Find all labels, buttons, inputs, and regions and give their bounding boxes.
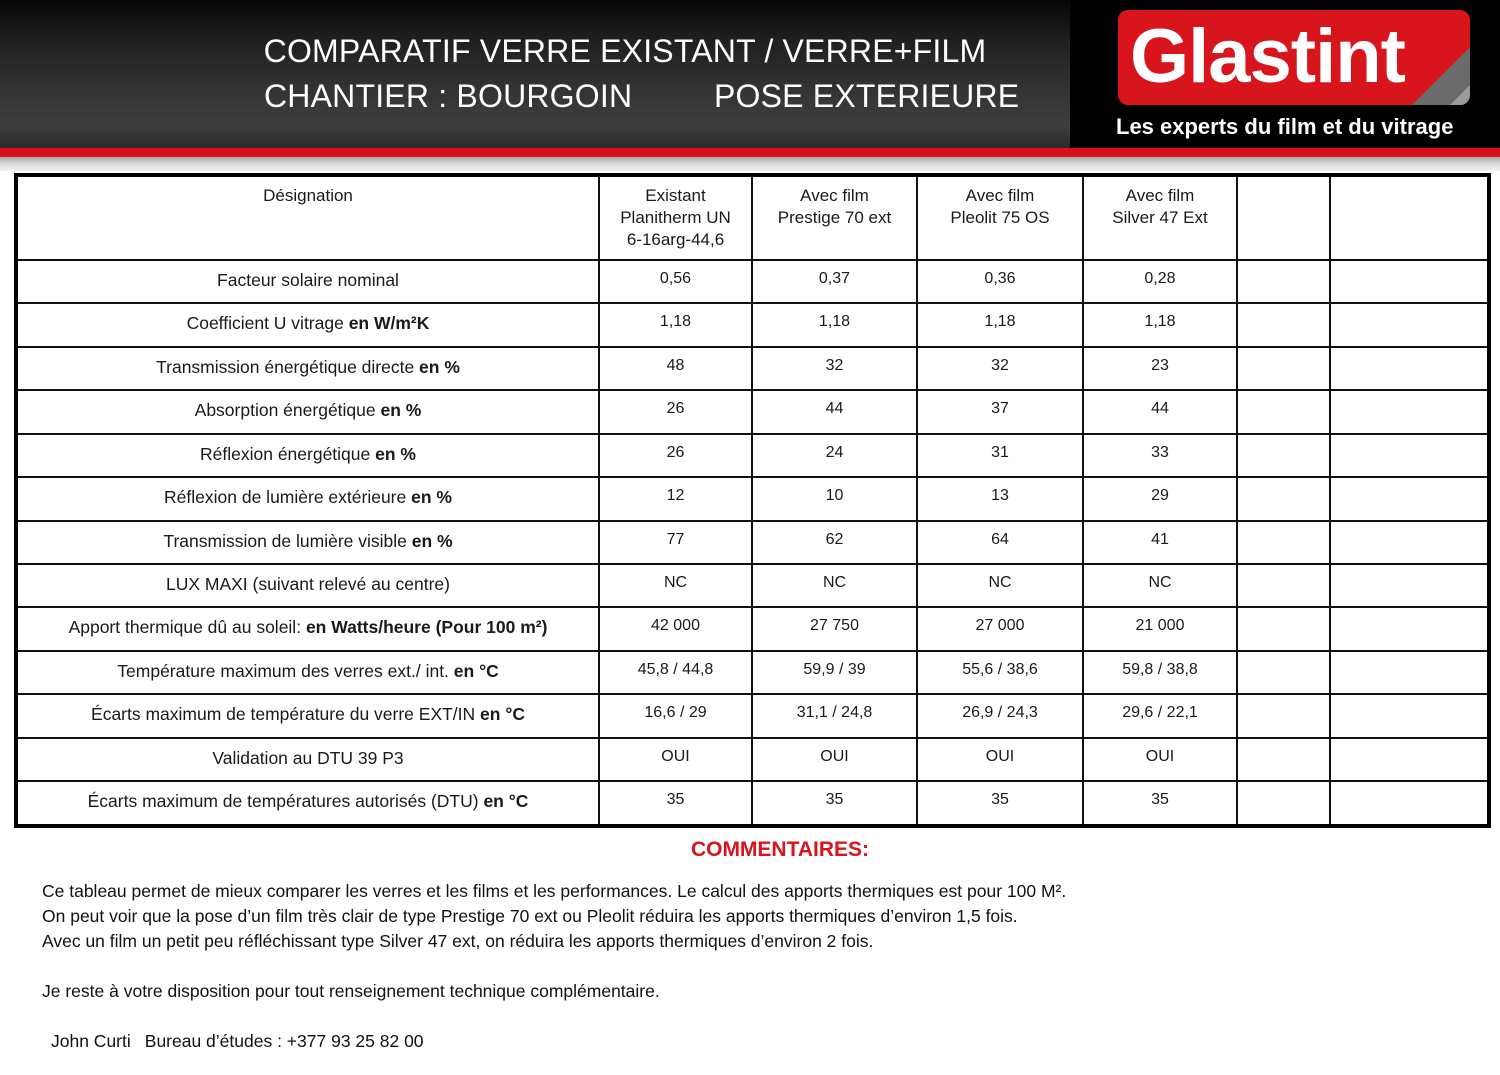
cell-value — [1330, 390, 1489, 433]
row-label-text: Réflexion de lumière extérieure — [164, 487, 412, 508]
cell-value: 59,8 / 38,8 — [1083, 651, 1237, 694]
table-row — [16, 607, 1489, 650]
cell-value: 12 — [599, 477, 752, 520]
logo-tagline: Les experts du film et du vitrage — [1116, 114, 1454, 139]
cell-value: 24 — [752, 434, 917, 477]
cell-value — [1237, 607, 1330, 650]
cell-value — [1237, 521, 1330, 564]
closing-line: Je reste à votre disposition pour tout renseignement technique complémentaire. — [42, 981, 660, 1001]
row-label — [16, 390, 599, 433]
signature-contact: Bureau d’études : +377 93 25 82 00 — [144, 1031, 424, 1051]
cell-value: 64 — [917, 521, 1083, 564]
cell-value: 31,1 / 24,8 — [752, 694, 917, 737]
cell-value — [1330, 521, 1489, 564]
row-label — [16, 521, 599, 564]
row-label — [16, 260, 599, 303]
cell-value — [1237, 781, 1330, 826]
cell-value: 21 000 — [1083, 607, 1237, 650]
table-row — [16, 738, 1489, 781]
cell-value: 13 — [917, 477, 1083, 520]
cell-value: 35 — [917, 781, 1083, 826]
cell-value — [1237, 738, 1330, 781]
column-header — [1330, 175, 1489, 260]
row-unit: en Watts/heure (Pour 100 m²) — [305, 617, 548, 638]
table-row — [16, 564, 1489, 607]
page-title: COMPARATIF VERRE EXISTANT / VERRE+FILM — [263, 33, 987, 69]
cell-value: 31 — [917, 434, 1083, 477]
row-label — [16, 738, 599, 781]
cell-value — [1330, 303, 1489, 346]
cell-value — [1237, 434, 1330, 477]
row-unit: en % — [419, 356, 460, 377]
table-row — [16, 521, 1489, 564]
row-label-text: Facteur solaire nominal — [217, 270, 399, 290]
logo-badge — [1118, 10, 1470, 105]
row-label — [16, 694, 599, 737]
signature — [51, 1031, 424, 1052]
cell-value: OUI — [1083, 738, 1237, 781]
cell-value: 32 — [917, 347, 1083, 390]
cell-value: 48 — [599, 347, 752, 390]
comment-line: Ce tableau permet de mieux comparer les verres et les films et les performances. Le calcul des apports thermiques est pour 100 M². — [42, 881, 1067, 901]
cell-value: 0,36 — [917, 260, 1083, 303]
row-unit: en °C — [480, 704, 525, 725]
cell-value — [1237, 390, 1330, 433]
cell-value: 1,18 — [917, 303, 1083, 346]
table-row — [16, 303, 1489, 346]
cell-value: 0,56 — [599, 260, 752, 303]
row-label-text: Écarts maximum de températures autorisés (DTU) — [87, 791, 484, 812]
column-header: Avec film Prestige 70 ext — [752, 175, 917, 260]
table-header-row — [16, 175, 1489, 260]
cell-value — [1330, 694, 1489, 737]
logo-brand: Glastint — [1130, 14, 1405, 99]
cell-value: OUI — [752, 738, 917, 781]
cell-value: 1,18 — [1083, 303, 1237, 346]
row-label-text: Absorption énergétique — [194, 400, 381, 421]
table-row — [16, 347, 1489, 390]
cell-value: 45,8 / 44,8 — [599, 651, 752, 694]
cell-value — [1237, 564, 1330, 607]
table-row — [16, 651, 1489, 694]
table-row — [16, 477, 1489, 520]
cell-value — [1330, 347, 1489, 390]
cell-value: 0,28 — [1083, 260, 1237, 303]
row-label — [16, 564, 599, 607]
row-unit: en % — [375, 443, 416, 464]
cell-value — [1237, 651, 1330, 694]
row-label-text: LUX MAXI (suivant relevé au centre) — [165, 573, 450, 594]
cell-value: 23 — [1083, 347, 1237, 390]
row-unit: en °C — [453, 660, 499, 681]
column-header: Existant Planitherm UN 6-16arg-44,6 — [599, 175, 752, 260]
cell-value — [1237, 303, 1330, 346]
row-unit: en % — [411, 530, 453, 551]
cell-value: 10 — [752, 477, 917, 520]
row-label-text: Écarts maximum de température du verre EXT/IN — [91, 704, 481, 725]
cell-value — [1330, 651, 1489, 694]
cell-value: 33 — [1083, 434, 1237, 477]
cell-value — [1237, 477, 1330, 520]
row-label — [16, 303, 599, 346]
column-header: Avec film Pleolit 75 OS — [917, 175, 1083, 260]
cell-value: 41 — [1083, 521, 1237, 564]
comments-title: COMMENTAIRES: — [690, 838, 870, 861]
cell-value: 37 — [917, 390, 1083, 433]
cell-value: 77 — [599, 521, 752, 564]
cell-value — [1330, 477, 1489, 520]
row-label-text: Validation au DTU 39 P3 — [212, 747, 404, 768]
cell-value: OUI — [599, 738, 752, 781]
comment-line: On peut voir que la pose d’un film très clair de type Prestige 70 ext ou Pleolit réduira les apports thermiques d’environ 1,5 fois. — [42, 906, 1018, 926]
row-unit: en % — [411, 487, 452, 508]
cell-value — [1330, 260, 1489, 303]
grey-divider — [0, 157, 1500, 171]
red-divider — [0, 148, 1500, 157]
cell-value — [1330, 781, 1489, 826]
cell-value: 55,6 / 38,6 — [917, 651, 1083, 694]
row-label-text: Température maximum des verres ext./ int. — [117, 660, 454, 681]
cell-value: 27 000 — [917, 607, 1083, 650]
row-label — [16, 651, 599, 694]
cell-value: 32 — [752, 347, 917, 390]
row-label — [16, 347, 599, 390]
row-label — [16, 434, 599, 477]
row-label-text: Apport thermique dû au soleil: — [68, 617, 306, 638]
comparison-table — [14, 173, 1491, 828]
row-label-text: Réflexion énergétique — [200, 443, 376, 464]
table-row — [16, 390, 1489, 433]
cell-value: 29,6 / 22,1 — [1083, 694, 1237, 737]
cell-value: NC — [752, 564, 917, 607]
cell-value — [1237, 260, 1330, 303]
cell-value: 44 — [752, 390, 917, 433]
cell-value: 1,18 — [599, 303, 752, 346]
cell-value: 44 — [1083, 390, 1237, 433]
cell-value: NC — [917, 564, 1083, 607]
cell-value: 35 — [1083, 781, 1237, 826]
logo — [1070, 0, 1500, 148]
row-unit: en W/m²K — [348, 313, 430, 334]
row-unit: en % — [380, 400, 422, 421]
cell-value: 59,9 / 39 — [752, 651, 917, 694]
table-row — [16, 260, 1489, 303]
row-label — [16, 781, 599, 826]
site-name: CHANTIER : BOURGOIN — [264, 78, 633, 114]
row-unit: en °C — [483, 791, 529, 812]
cell-value: 35 — [752, 781, 917, 826]
title-block — [0, 0, 1070, 148]
row-label — [16, 607, 599, 650]
comment-line: Avec un film un petit peu réfléchissant type Silver 47 ext, on réduira les apports thermiques d’environ 2 fois. — [42, 931, 874, 951]
cell-value: 26 — [599, 434, 752, 477]
cell-value — [1237, 347, 1330, 390]
signature-name: John Curti — [51, 1031, 131, 1051]
cell-value — [1330, 607, 1489, 650]
cell-value — [1330, 738, 1489, 781]
cell-value: 35 — [599, 781, 752, 826]
cell-value: 26 — [599, 390, 752, 433]
cell-value: 1,18 — [752, 303, 917, 346]
row-label-text: Transmission de lumière visible — [163, 530, 412, 551]
cell-value — [1237, 694, 1330, 737]
table-row — [16, 434, 1489, 477]
cell-value — [1330, 564, 1489, 607]
cell-value: 42 000 — [599, 607, 752, 650]
cell-value: 0,37 — [752, 260, 917, 303]
table-row — [16, 694, 1489, 737]
cell-value: 27 750 — [752, 607, 917, 650]
cell-value: OUI — [917, 738, 1083, 781]
row-label — [16, 477, 599, 520]
row-label-text: Coefficient U vitrage — [186, 313, 349, 334]
cell-value: 16,6 / 29 — [599, 694, 752, 737]
cell-value: 26,9 / 24,3 — [917, 694, 1083, 737]
installation-type: POSE EXTERIEURE — [714, 78, 1020, 114]
table-row — [16, 781, 1489, 826]
peel-fold-icon — [1450, 85, 1470, 105]
column-header-designation: Désignation — [16, 175, 599, 260]
cell-value: 62 — [752, 521, 917, 564]
cell-value: NC — [599, 564, 752, 607]
column-header — [1237, 175, 1330, 260]
column-header: Avec film Silver 47 Ext — [1083, 175, 1237, 260]
cell-value — [1330, 434, 1489, 477]
header-banner — [0, 0, 1500, 148]
cell-value: 29 — [1083, 477, 1237, 520]
row-label-text: Transmission énergétique directe — [156, 356, 420, 377]
cell-value: NC — [1083, 564, 1237, 607]
